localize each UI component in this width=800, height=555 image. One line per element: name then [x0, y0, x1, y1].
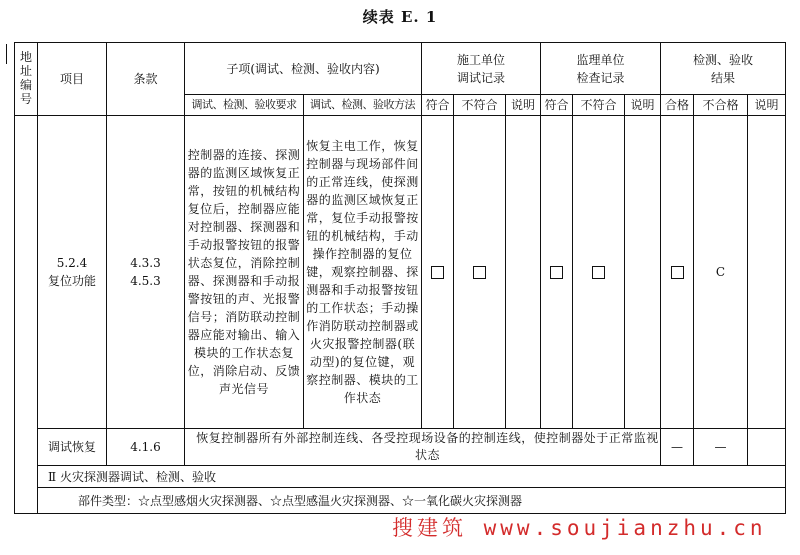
unqualified-header: 不合格 [694, 95, 748, 116]
reset-requirement-text: 控制器的连接、探测器的监测区域恢复正常，按钮的机械结构复位后，控制器应能对控制器、探测器和手动报警按钮的报警状态复位，消除控制器、探测器和手动报警按钮的声、光报警信号；消防联动控制器应能对输出、输入模块的工作状态复位，消除启动、反馈声光信号 [185, 116, 304, 429]
recovery-note-cell [748, 429, 786, 466]
recovery-unqualified-cell: — [694, 429, 748, 466]
recovery-item-cell: 调试恢复 [38, 429, 107, 466]
construction-note-cell [506, 116, 541, 429]
clause-header: 条款 [107, 43, 185, 116]
recovery-qualified-cell: — [661, 429, 694, 466]
supervision-conform-checkbox[interactable] [541, 116, 573, 429]
inspection-header: 检测、验收 结果 [661, 43, 786, 95]
address-code-header: 地 址 编 号 [15, 43, 38, 116]
supervision-nonconform-checkbox[interactable] [573, 116, 625, 429]
construction-note-header: 说明 [506, 95, 541, 116]
watermark: 搜建筑 www.soujianzhu.cn [392, 516, 767, 540]
binding-mark [0, 44, 7, 64]
inspection-note-header: 说明 [748, 95, 786, 116]
inspection-note-cell [748, 116, 786, 429]
subitem-header: 子项(调试、检测、验收内容) [185, 43, 422, 95]
item-header: 项目 [38, 43, 107, 116]
construction-conform-header: 符合 [422, 95, 454, 116]
reset-clause-cell: 4.3.3 4.5.3 [107, 116, 185, 429]
acceptance-table [14, 42, 786, 514]
reset-item-cell: 5.2.4 复位功能 [38, 116, 107, 429]
construction-nonconform-header: 不符合 [454, 95, 506, 116]
reset-method-text: 恢复主电工作，恢复控制器与现场部件间的正常连线，使探测器的监测区域恢复正常，复位手动报警按钮的机械结构，手动操作控制器的复位键，观察控制器、探测器和手动报警按钮的工作状态；手动操作消防联动控制器或火灾报警控制器(联动型)的复位键，观察控制器、模块的工作状态 [304, 116, 422, 429]
requirement-header: 调试、检测、验收要求 [185, 95, 304, 116]
recovery-clause-cell: 4.1.6 [107, 429, 185, 466]
construction-nonconform-checkbox[interactable] [454, 116, 506, 429]
component-types: 部件类型：☆点型感烟火灾探测器、☆点型感温火灾探测器、☆一氧化碳火灾探测器 [38, 488, 786, 514]
unqualified-mark[interactable]: C [694, 116, 748, 429]
qualified-header: 合格 [661, 95, 694, 116]
address-code-cell [15, 116, 38, 514]
recovery-content-text: 恢复控制器所有外部控制连线、各受控现场设备的控制连线，使控制器处于正常监视状态 [185, 429, 661, 466]
supervision-conform-header: 符合 [541, 95, 573, 116]
supervision-nonconform-header: 不符合 [573, 95, 625, 116]
qualified-checkbox[interactable] [661, 116, 694, 429]
supervision-header: 监理单位 检查记录 [541, 43, 661, 95]
construction-header: 施工单位 调试记录 [422, 43, 541, 95]
construction-conform-checkbox[interactable] [422, 116, 454, 429]
section-heading: Ⅱ 火灾探测器调试、检测、验收 [38, 466, 786, 488]
supervision-note-header: 说明 [625, 95, 661, 116]
supervision-note-cell [625, 116, 661, 429]
table-title: 续表 E. 1 [362, 8, 438, 26]
method-header: 调试、检测、验收方法 [304, 95, 422, 116]
